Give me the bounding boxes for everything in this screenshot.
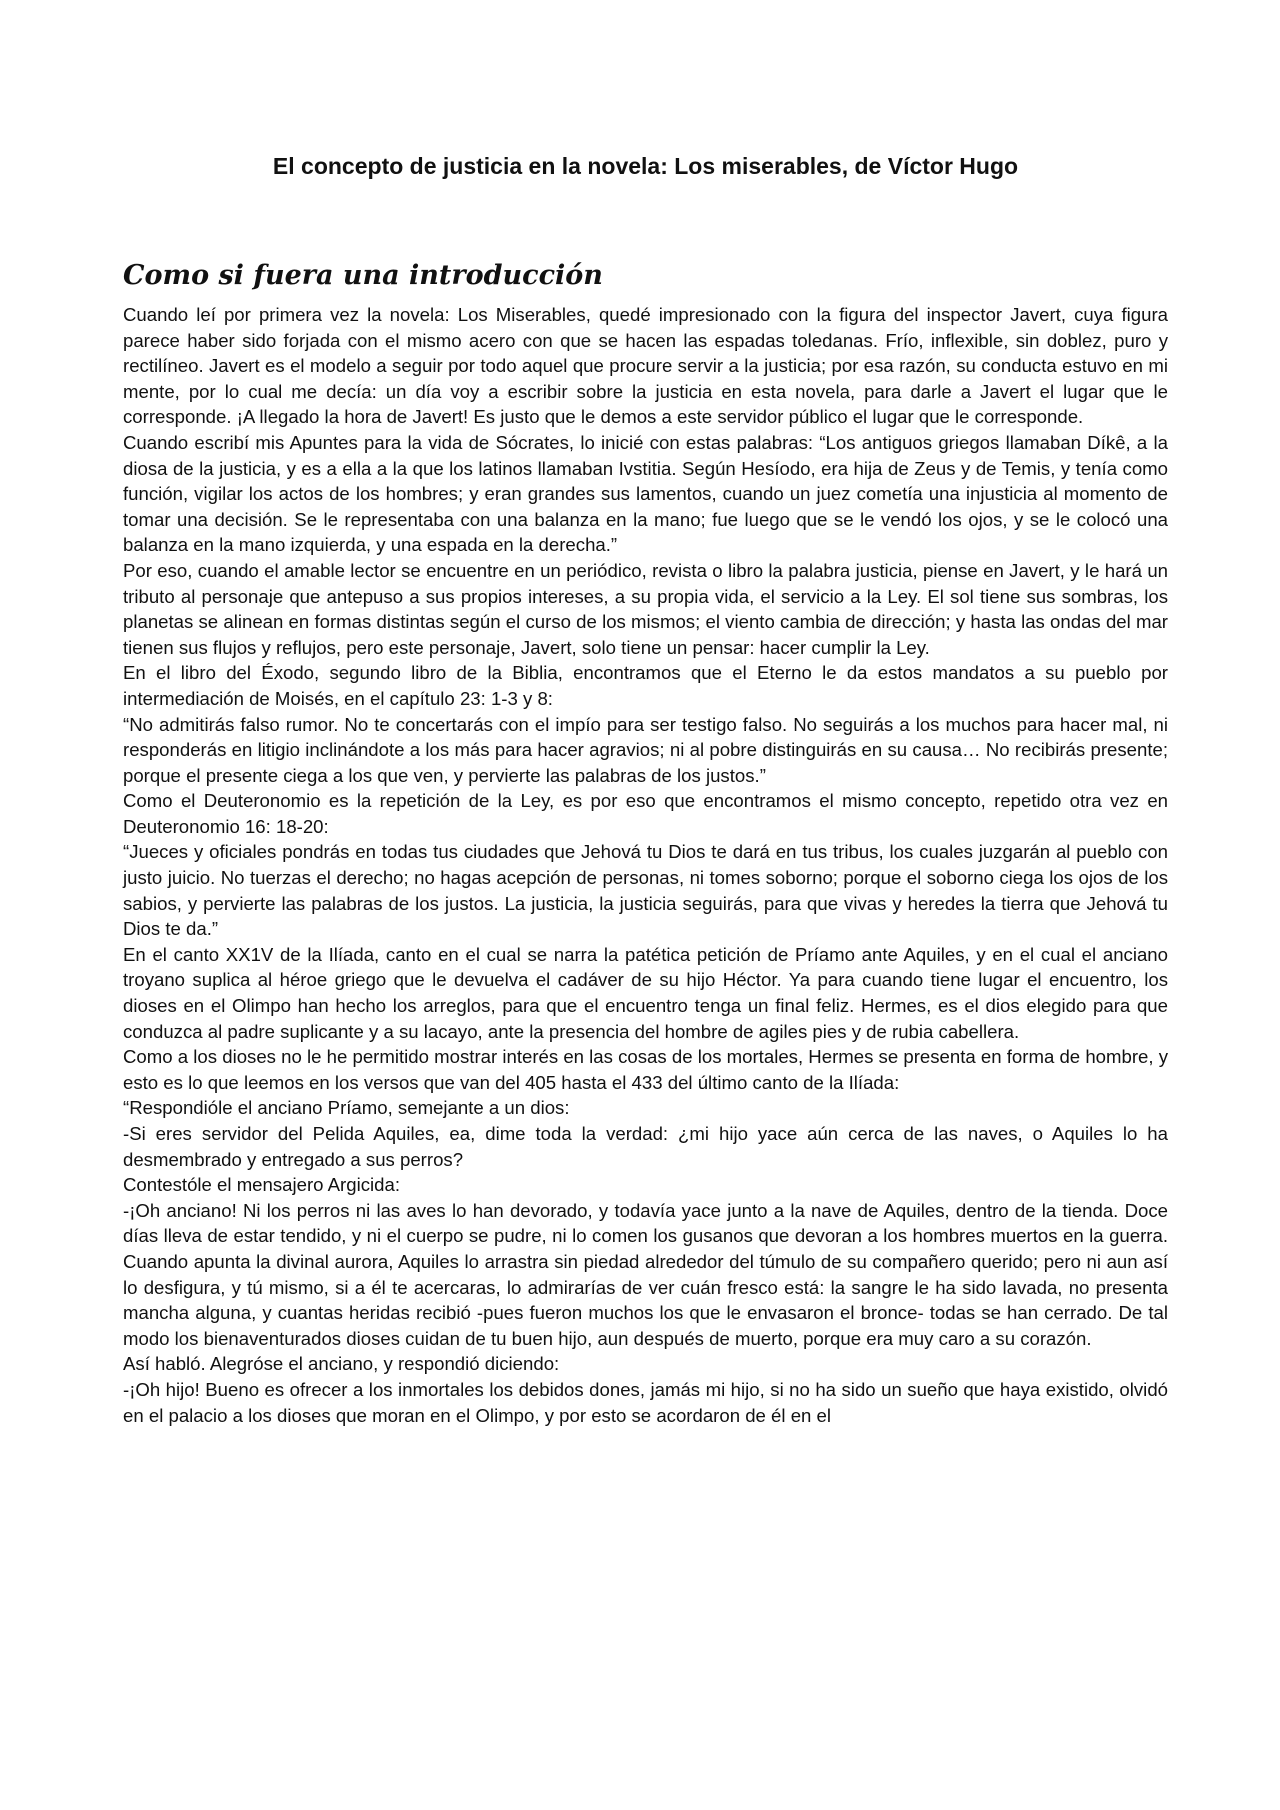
section-heading: Como si fuera una introducción (123, 260, 603, 291)
document-body (123, 302, 1168, 1428)
paragraph-hermes-intro: Como a los dioses no le he permitido mostrar interés en las cosas de los mortales, Hermes se presenta en forma de hombre, y esto es lo que leemos en los versos que van del 405 hasta el 433 del último canto de la Ilíada: (123, 1046, 1168, 1093)
paragraph-justice-reader: Por eso, cuando el amable lector se encuentre en un periódico, revista o libro la palabra justicia, piense en Javert, y le hará un tributo al personaje que antepuso a sus propios intereses, a su propia vida, el servicio a la Ley. El sol tiene sus sombras, los planetas se alinean en formas distintas según el curso de los mismos; el viento cambia de dirección; y hasta las ondas del mar tienen sus flujos y reflujos, pero este personaje, Javert, solo tiene un pensar: hacer cumplir la Ley. (123, 559, 1168, 658)
document-title: El concepto de justicia en la novela: Los miserables, de Víctor Hugo (272, 153, 1019, 179)
paragraph-iliad-canto: En el canto XX1V de la Ilíada, canto en el cual se narra la patética petición de Príamo ante Aquiles, y en el cual el anciano troyano suplica al héroe griego que le devuelva el cadáver de su hijo Héctor. Ya para cuando tiene lugar el encuentro, los dioses en el Olimpo han hecho los arreglos, para que el encuentro tenga un final feliz. Hermes, es el dios elegido para que conduzca al padre suplicante y a su lacayo, ante la presencia del hombre de agiles pies y de rubia cabellera. (123, 943, 1168, 1042)
paragraph-socrates-quote: Cuando escribí mis Apuntes para la vida de Sócrates, lo inicié con estas palabras: “Los antiguos griegos llamaban Díkê, a la diosa de la justicia, y es a ella a la que los latinos llamaban Ivstitia. Según Hesíodo, era hija de Zeus y de Temis, y tenía como función, vigilar los actos de los hombres; y eran grandes sus lamentos, cuando un juez cometía una injusticia al momento de tomar una decisión. Se le representaba con una balanza en la mano; fue luego que se le vendó los ojos, y se le colocó una balanza en la mano izquierda, y una espada en la derecha.” (123, 431, 1168, 556)
paragraph-exodus-intro: En el libro del Éxodo, segundo libro de la Biblia, encontramos que el Eterno le da estos mandatos a su pueblo por intermediación de Moisés, en el capítulo 23: 1-3 y 8: (123, 662, 1168, 709)
paragraph-deuteronomy-intro: Como el Deuteronomio es la repetición de la Ley, es por eso que encontramos el mismo concepto, repetido otra vez en Deuteronomio 16: 18-20: (123, 790, 1168, 837)
paragraph-hermes-answer: -¡Oh anciano! Ni los perros ni las aves lo han devorado, y todavía yace junto a la nave de Aquiles, dentro de la tienda. Doce días lleva de estar tendido, y ni el cuerpo se pudre, ni lo comen los gusanos que devoran a los hombres muertos en la guerra. Cuando apunta la divinal aurora, Aquiles lo arrastra sin piedad alrededor del túmulo de su compañero querido; pero ni aun así lo desfigura, y tú mismo, si a él te acercaras, lo admirarías de ver cuán fresco está: la sangre le ha sido lavada, no presenta mancha alguna, y cuantas heridas recibió -pues fueron muchos los que le envasaron el bronce- todas se han cerrado. De tal modo los bienaventurados dioses cuidan de tu buen hijo, aun después de muerto, porque era muy caro a su corazón. (123, 1199, 1168, 1349)
paragraph-deuteronomy-quote: “Jueces y oficiales pondrás en todas tus ciudades que Jehová tu Dios te dará en tus tribus, los cuales juzgarán al pueblo con justo juicio. No tuerzas el derecho; no hagas acepción de personas, ni tomes soborno; porque el soborno ciega los ojos de los sabios, y pervierte las palabras de los justos. La justicia, la justicia seguirás, para que vivas y heredes la tierra que Jehová tu Dios te da.” (123, 841, 1168, 940)
paragraph-priam-reply: “Respondióle el anciano Príamo, semejante a un dios: (123, 1097, 570, 1119)
document-page (123, 150, 1168, 1428)
paragraph-priam-question: -Si eres servidor del Pelida Aquiles, ea, dime toda la verdad: ¿mi hijo yace aún cerca de las naves, o Aquiles lo ha desmembrado y entregado a sus perros? (123, 1123, 1168, 1170)
paragraph-priam-final: -¡Oh hijo! Bueno es ofrecer a los inmortales los debidos dones, jamás mi hijo, si no ha sido un sueño que haya existido, olvidó en el palacio a los dioses que moran en el Olimpo, y por esto se acordaron de él en el (123, 1378, 1168, 1426)
paragraph-intro-javert: Cuando leí por primera vez la novela: Los Miserables, quedé impresionado con la figura del inspector Javert, cuya figura parece haber sido forjada con el mismo acero con que se hacen las espadas toledanas. Frío, inflexible, sin doblez, puro y rectilíneo. Javert es el modelo a seguir por todo aquel que procure servir a la justicia; por esa razón, su conducta estuvo en mi mente, por lo cual me decía: un día voy a escribir sobre la justicia en esta novela, para darle a Javert el lugar que le corresponde. ¡A llegado la hora de Javert! Es justo que le demos a este servidor público el lugar que le corresponde. (123, 304, 1168, 428)
paragraph-argicida-reply: Contestóle el mensajero Argicida: (123, 1174, 400, 1196)
paragraph-exodus-quote: “No admitirás falso rumor. No te concertarás con el impío para ser testigo falso. No seguirás a los muchos para hacer mal, ni responderás en litigio inclinándote a los más para hacer agravios; ni al pobre distinguirás en su causa… No recibirás presente; porque el presente ciega a los que ven, y pervierte las palabras de los justos.” (123, 713, 1168, 786)
paragraph-old-man-rejoiced: Así habló. Alegróse el anciano, y respondió diciendo: (123, 1353, 560, 1375)
